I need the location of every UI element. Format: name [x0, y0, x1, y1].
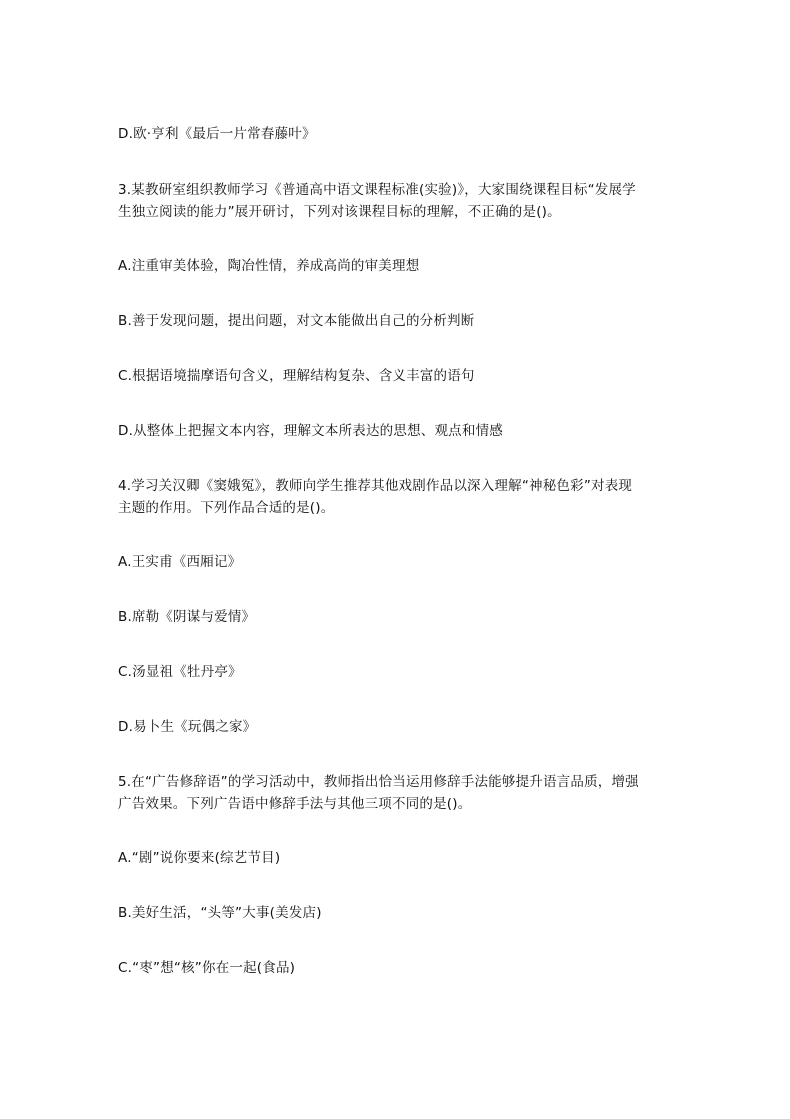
q3-stem-line-1: 3.某教研室组织教师学习《普通高中语文课程标准(实验)》，大家围绕课程目标“发展学 — [118, 182, 636, 198]
q5-stem-line-1: 5.在“广告修辞语”的学习活动中，教师指出恰当运用修辞手法能够提升语言品质，增强 — [118, 774, 639, 790]
q2-option-d: D.欧·亨利《最后一片常春藤叶》 — [118, 126, 316, 142]
q3-option-c: C.根据语境揣摩语句含义，理解结构复杂、含义丰富的语句 — [118, 368, 475, 384]
q4-option-b: B.席勒《阴谋与爱情》 — [118, 609, 256, 625]
q5-option-c: C.“枣”想“核”你在一起(食品) — [118, 960, 296, 976]
q4-stem-line-1: 4.学习关汉卿《窦娥冤》，教师向学生推荐其他戏剧作品以深入理解“神秘色彩”对表现 — [118, 478, 633, 494]
q3-option-d: D.从整体上把握文本内容，理解文本所表达的思想、观点和情感 — [118, 423, 503, 439]
q5-option-b: B.美好生活，“头等”大事(美发店) — [118, 905, 322, 921]
q4-option-c: C.汤显祖《牡丹亭》 — [118, 664, 242, 680]
q5-option-a: A.“剧”说你要来(综艺节目) — [118, 850, 281, 866]
q3-option-a: A.注重审美体验，陶冶性情，养成高尚的审美理想 — [118, 258, 420, 274]
q4-stem-line-2: 主题的作用。下列作品合适的是()。 — [118, 500, 335, 516]
q5-stem-line-2: 广告效果。下列广告语中修辞手法与其他三项不同的是()。 — [118, 796, 472, 812]
q4-option-a: A.王实甫《西厢记》 — [118, 554, 242, 570]
q3-stem-line-2: 生独立阅读的能力”展开研讨，下列对该课程目标的理解，不正确的是()。 — [118, 204, 561, 220]
q4-option-d: D.易卜生《玩偶之家》 — [118, 719, 257, 735]
q3-option-b: B.善于发现问题，提出问题，对文本能做出自己的分析判断 — [118, 313, 475, 329]
